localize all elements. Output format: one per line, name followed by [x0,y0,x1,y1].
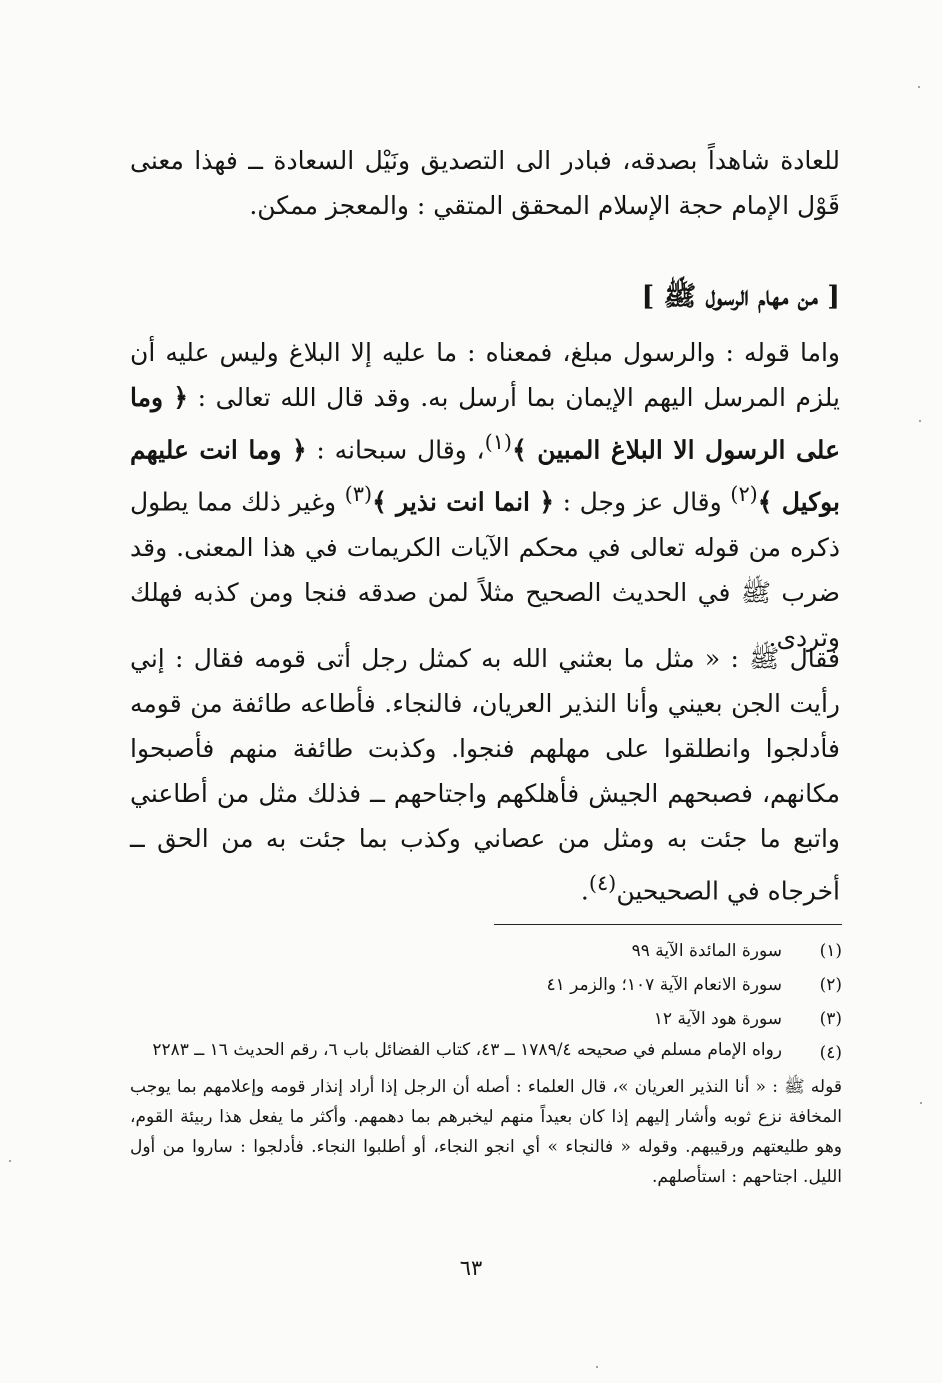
duty-paragraph-text [130,330,840,660]
hadith-paragraph-text [130,636,840,913]
footnote-text: رواه الإمام مسلم في صحيحه ١٧٨٩/٤ ــ ٤٣، كتاب الفضائل باب ٦، رقم الحديث ١٦ ــ ٢٢٨٣ [152,1040,782,1060]
paper-speck [9,1160,11,1162]
footnote-divider [494,924,842,925]
messenger-duty-paragraph [130,330,840,660]
footnote-4 [130,1036,842,1070]
paper-speck [918,86,920,88]
duty-text-2: ، وقال سبحانه : [306,435,485,465]
footnote-3 [130,1002,842,1036]
footnote-marker-1: (١) [484,430,513,454]
duty-text-4: وغير ذلك مما يطول ذكره من قوله تعالى في محكم الآيات الكريمات في هذا المعنى. وقد ضرب ﷺ في الحديث الصحيح مثلاً لمن صدقه فنجا ومن كذبه فهلك وتردى. [130,487,840,652]
hadith-paragraph [130,636,840,913]
hadith-text: فقال ﷺ : « مثل ما بعثني الله به كمثل رجل أتى قومه فقال : إني رأيت الجن بعيني وأنا النذير العريان، فالنجاء. فأطاعه طائفة من قومه فأدلجوا وانطلقوا على مهلهم فنجوا. وكذبت طائفة منهم فأصبحوا مكانهم، فصبحهم الجيش فأهلكهم واجتاحهم ــ فذلك مثل من أطاعني واتبع ما جئت به ومثل من عصاني وكذب بما جئت به من الحق ــ أخرجاه في الصحيحين [130,644,840,906]
footnote-2 [130,968,842,1002]
footnote-marker-4: (٤) [588,871,617,895]
paper-speck [919,420,921,422]
footnote-number: (٤) [819,1043,842,1063]
hadith-end: . [580,876,589,906]
footnote-marker-2: (٢) [730,482,758,507]
footnote-text: سورة المائدة الآية ٩٩ [631,941,782,961]
footnote-text: سورة الانعام الآية ١٠٧؛ والزمر ٤١ [546,975,782,995]
footnote-text: سورة هود الآية ١٢ [653,1009,782,1029]
quran-quote-3: ﴿ انما انت نذير ﴾ [372,487,554,517]
footnote-marker-3: (٣) [344,482,373,507]
duty-text-1: واما قوله : والرسول مبلغ، فمعناه : ما عليه إلا البلاغ وليس عليه أن يلزم المرسل اليهم الإيمان بما أرسل به. وقد قال الله تعالى : [130,338,840,412]
page-number: ٦٣ [459,1256,483,1280]
footnote-number: (١) [819,941,842,961]
section-heading: [ من مهام الرسول ﷺ ] [641,281,840,312]
paper-speck [920,1102,922,1104]
footnote-number: (٣) [819,1009,842,1029]
paper-speck [596,1366,598,1368]
intro-text: للعادة شاهداً بصدقه، فبادر الى التصديق ونَيْل السعادة ــ فهذا معنى قَوْل الإمام حجة الإسلام المحقق المتقي : والمعجز ممكن. [130,146,840,220]
footnote-explanation: قوله ﷺ : « أنا النذير العريان »، قال العلماء : أصله أن الرجل إذا أراد إنذار قومه وإعلامهم بما يوجب المخافة نزع ثوبه وأشار إليهم إذا كان بعيداً منهم ليخبرهم بما دهمهم. وأكثر ما يفعل هذا ربيئة القوم، وهو طليعتهم ورقيبهم. وقوله « فالنجاء » أي انجو النجاء، أو أطلبوا النجاء. فأدلجوا : ساروا من أول الليل. اجتاحهم : استأصلهم. [130,1077,842,1187]
duty-text-3: وقال عز وجل : [554,487,731,517]
intro-paragraph [130,138,840,228]
quran-quote-2: ﴿ وما انت عليهم بوكيل ﴾ [130,435,841,517]
footnotes [130,934,842,1192]
footnote-number: (٢) [819,975,842,995]
quran-quote-1: ﴿ وما على الرسول الا البلاغ المبين ﴾ [130,383,840,465]
footnote-1 [130,934,842,968]
